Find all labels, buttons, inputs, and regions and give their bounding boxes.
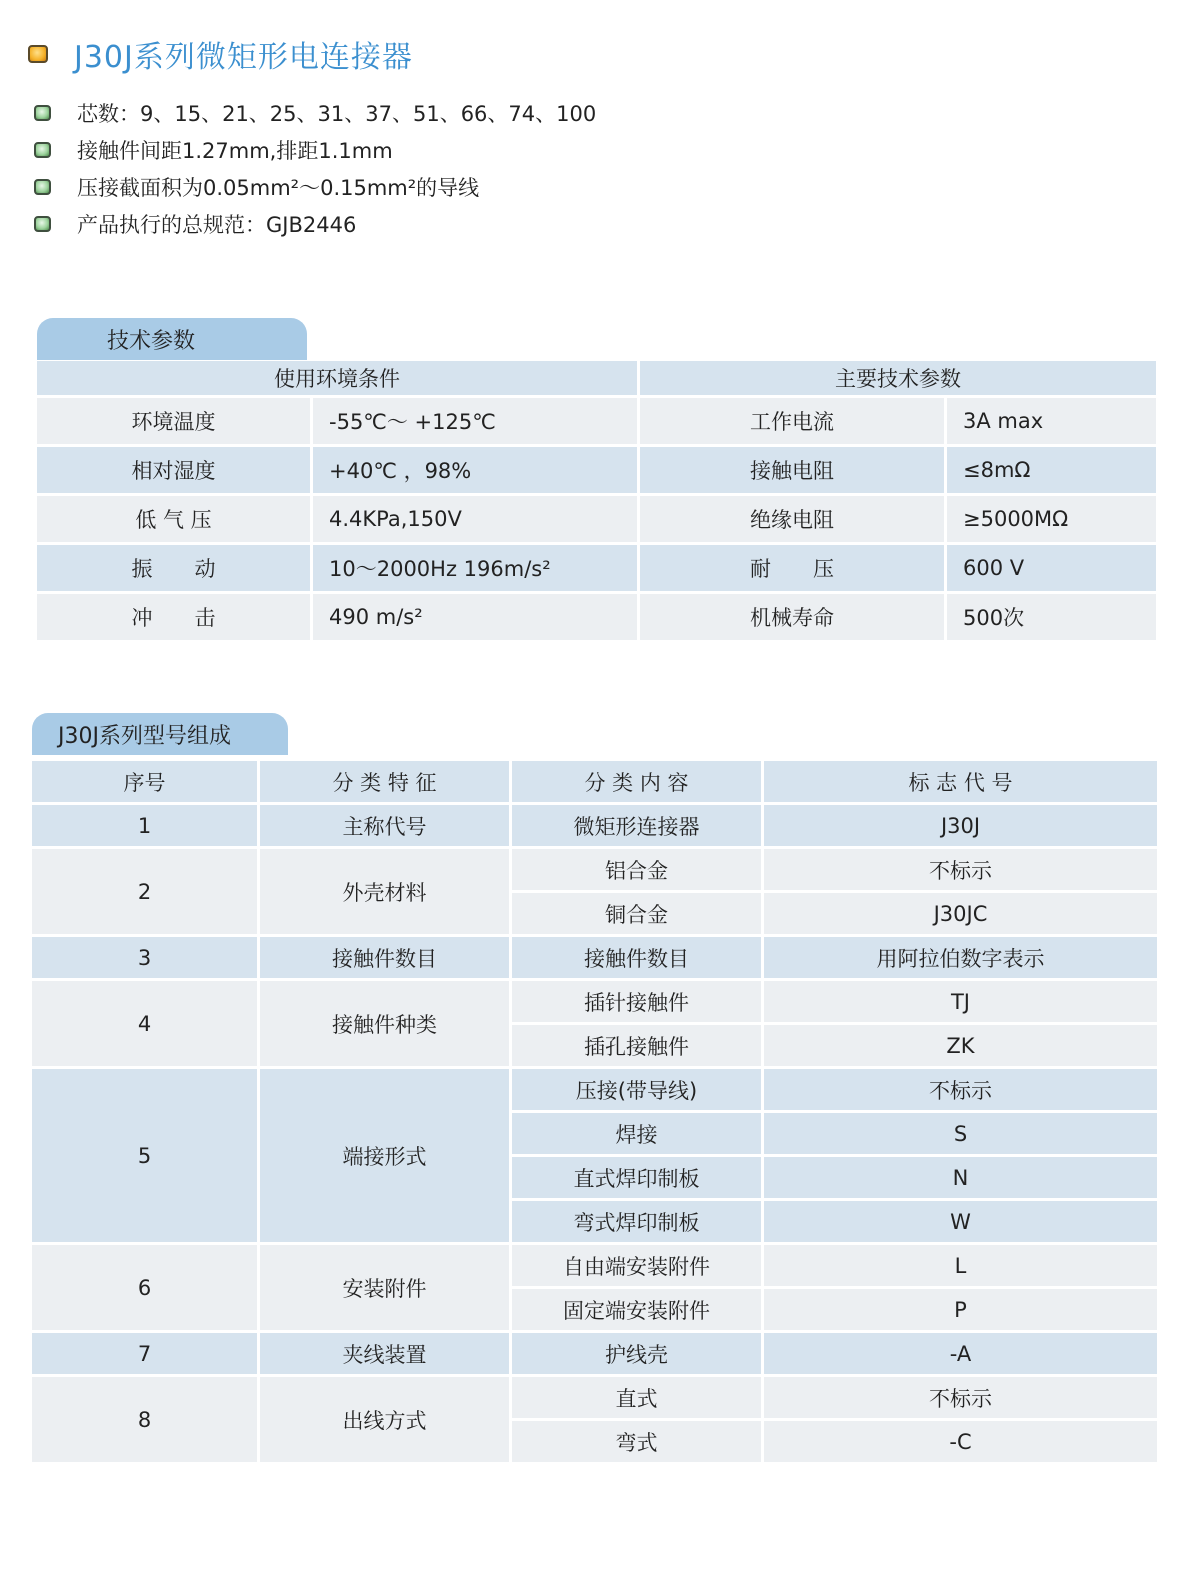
item-code: 不标示 [764,1069,1157,1110]
item-code: J30J [764,805,1157,846]
item-code: W [764,1201,1157,1242]
param-label: 接触电阻 [640,447,944,493]
group-no: 5 [32,1069,257,1242]
item-content: 压接(带导线) [512,1069,761,1110]
item-content: 插针接触件 [512,981,761,1022]
bullet-icon [34,105,51,121]
table-row [37,398,1156,444]
group-no: 2 [32,849,257,934]
feature-item [34,168,596,205]
bullet-icon [34,179,51,195]
group-feature: 主称代号 [260,805,509,846]
group-feature: 端接形式 [260,1069,509,1242]
item-content: 铜合金 [512,893,761,934]
table-row [32,805,1157,846]
bullet-icon [34,142,51,158]
group-no: 4 [32,981,257,1066]
env-label: 环境温度 [37,398,310,444]
header-env-conditions: 使用环境条件 [37,361,637,395]
feature-text: 芯数：9、15、21、25、31、37、51、66、74、100 [77,101,597,126]
item-content: 接触件数目 [512,937,761,978]
header-no: 序号 [32,761,257,802]
table-header-row [37,361,1156,395]
item-content: 自由端安装附件 [512,1245,761,1286]
table-row [32,1245,1157,1286]
table-row [37,447,1156,493]
table-row [32,1333,1157,1374]
model-composition-table [29,758,1160,1465]
group-feature: 夹线装置 [260,1333,509,1374]
item-content: 铝合金 [512,849,761,890]
env-label: 相对湿度 [37,447,310,493]
bullet-icon [34,216,51,232]
table-row [32,1069,1157,1110]
param-label: 耐 压 [640,545,944,591]
table-row [32,937,1157,978]
item-code: L [764,1245,1157,1286]
param-value: 3A max [947,398,1156,444]
env-value: 490 m/s² [313,594,637,640]
table-row [37,545,1156,591]
item-code: 不标示 [764,1377,1157,1418]
param-label: 工作电流 [640,398,944,444]
table-row [37,496,1156,542]
item-content: 护线壳 [512,1333,761,1374]
group-no: 8 [32,1377,257,1462]
group-no: 6 [32,1245,257,1330]
header-feature: 分 类 特 征 [260,761,509,802]
title-text: J30J系列微矩形电连接器 [74,40,413,75]
table-row [37,594,1156,640]
feature-text: 接触件间距1.27mm,排距1.1mm [77,138,393,163]
item-content: 焊接 [512,1113,761,1154]
group-no: 7 [32,1333,257,1374]
item-content: 弯式焊印制板 [512,1201,761,1242]
env-label: 冲 击 [37,594,310,640]
env-label: 低 气 压 [37,496,310,542]
param-label: 绝缘电阻 [640,496,944,542]
feature-item [34,94,596,131]
group-feature: 安装附件 [260,1245,509,1330]
param-value: 500次 [947,594,1156,640]
group-no: 3 [32,937,257,978]
group-no: 1 [32,805,257,846]
feature-item [34,205,596,242]
item-code: 不标示 [764,849,1157,890]
item-code: TJ [764,981,1157,1022]
header-code: 标 志 代 号 [764,761,1157,802]
feature-list [34,94,596,242]
header-main-params: 主要技术参数 [640,361,1156,395]
item-content: 微矩形连接器 [512,805,761,846]
item-code: J30JC [764,893,1157,934]
param-value: 600 V [947,545,1156,591]
param-label: 机械寿命 [640,594,944,640]
env-value: -55℃～ +125℃ [313,398,637,444]
item-code: 用阿拉伯数字表示 [764,937,1157,978]
table-row [32,1377,1157,1418]
item-content: 插孔接触件 [512,1025,761,1066]
table-row [32,849,1157,890]
group-feature: 外壳材料 [260,849,509,934]
param-value: ≥5000MΩ [947,496,1156,542]
item-code: N [764,1157,1157,1198]
item-content: 弯式 [512,1421,761,1462]
item-content: 直式 [512,1377,761,1418]
header-content: 分 类 内 容 [512,761,761,802]
env-value: 10～2000Hz 196m/s² [313,545,637,591]
env-value: 4.4KPa,150V [313,496,637,542]
item-code: -C [764,1421,1157,1462]
group-feature: 接触件数目 [260,937,509,978]
title-bullet-icon [28,45,48,63]
item-code: P [764,1289,1157,1330]
tech-params-tab: 技术参数 [37,318,307,360]
table-header-row [32,761,1157,802]
group-feature: 出线方式 [260,1377,509,1462]
param-value: ≤8mΩ [947,447,1156,493]
env-label: 振 动 [37,545,310,591]
feature-item [34,131,596,168]
model-composition-tab: J30J系列型号组成 [32,713,288,755]
tech-params-table [34,358,1159,643]
feature-text: 产品执行的总规范：GJB2446 [77,212,357,237]
item-code: -A [764,1333,1157,1374]
feature-text: 压接截面积为0.05mm²～0.15mm²的导线 [77,175,480,200]
env-value: +40℃ ，98% [313,447,637,493]
table-row [32,981,1157,1022]
item-code: S [764,1113,1157,1154]
item-content: 直式焊印制板 [512,1157,761,1198]
item-code: ZK [764,1025,1157,1066]
item-content: 固定端安装附件 [512,1289,761,1330]
page-title [28,34,413,74]
group-feature: 接触件种类 [260,981,509,1066]
